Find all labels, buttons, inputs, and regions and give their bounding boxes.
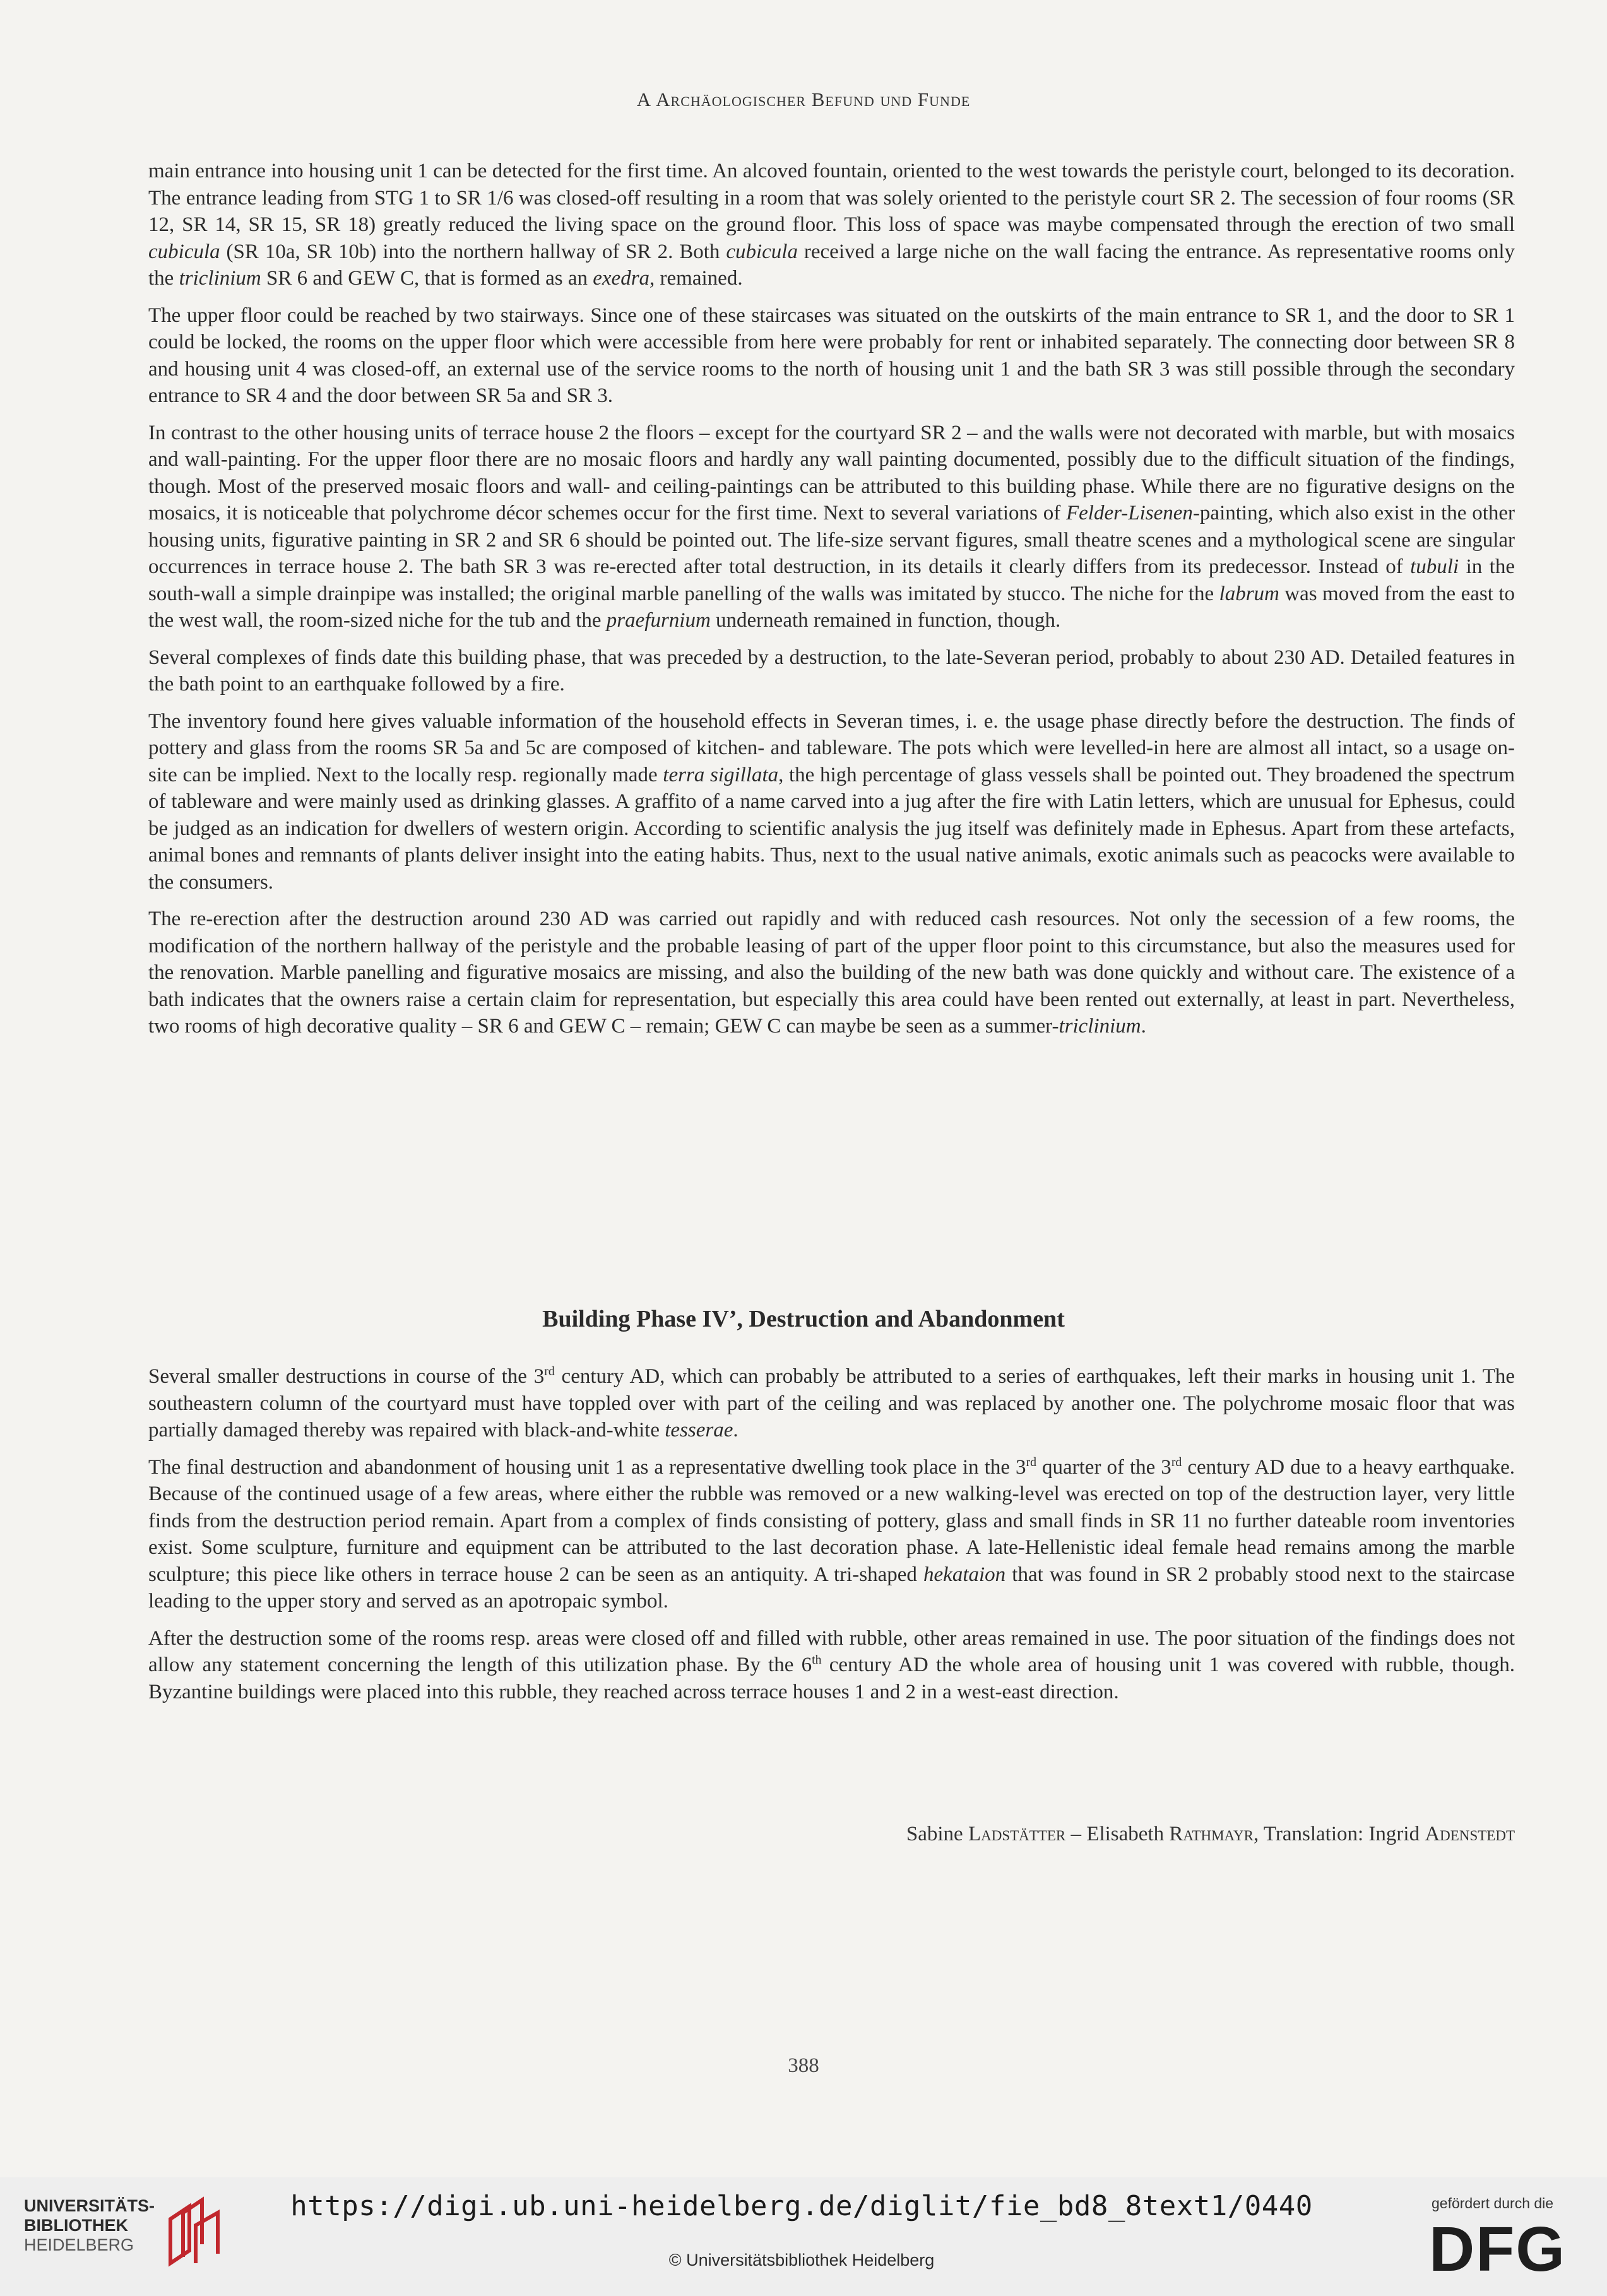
text-run: (SR 10a, SR 10b) into the northern hallway of SR 2. Both [220, 240, 726, 263]
text-run: . [1141, 1015, 1146, 1038]
text-run: The inventory found here gives valuable information of the household effects in Severan times, i. e. the usage phase directly before the destruction. The finds of pottery and glass from the rooms SR 5a and 5c are composed of kitchen- and tableware. The pots which were levelled-in here are almost all intact, so a usage on-site can be implied. Next to the locally resp. regionally made [148, 709, 1515, 786]
body-paragraph [148, 302, 1515, 410]
signature-prefix: Sabine [906, 1823, 968, 1845]
document-url-link[interactable]: https://digi.ub.uni-heidelberg.de/diglit/fie_bd8_8text1/0440 [290, 2190, 1313, 2222]
body-paragraph [148, 1363, 1515, 1444]
section-1-body [148, 158, 1515, 1050]
text-run: -painting, which also exist in the other housing units, figurative painting in SR 2 and SR 6 should be pointed out. The life-size servant figures, small theatre scenes and a mythological scene are singular occurrences in terrace house 2. The bath SR 3 was re-erected after total destruction, in its details it clearly differs from its predecessor. Instead of [148, 502, 1515, 578]
translator-name: Adenstedt [1425, 1823, 1515, 1845]
text-run: that was found in SR 2 probably stood next to the staircase leading to the upper story and served as an apotropaic symbol. [148, 1563, 1515, 1613]
author-signature [906, 1823, 1515, 1846]
text-run: century AD due to a heavy earthquake. Because of the continued usage of a few areas, where either the rubble was removed or a new walking-level was erected on top of the destruction layer, very little finds from the destruction period remain. Apart from a complex of finds consisting of pottery, glass and small finds in SR 11 no further dateable room inventories exist. Some sculpture, furniture and equipment can be attributed to the last decoration phase. A late-Hellenistic ideal female head remains among the marble sculpture; this piece like others in terrace house 2 can be seen as an antiquity. A tri-shaped [148, 1455, 1515, 1586]
library-name-line-2: BIBLIOTHEK [24, 2216, 128, 2235]
text-run: main entrance into housing unit 1 can be detected for the first time. An alcoved fountain, oriented to the west towards the peristyle court, belonged to its decoration. The entrance leading from STG 1 to SR 1/6 was closed-off resulting in a room that was solely oriented to the peristyle court SR 2. The secession of four rooms (SR 12, SR 14, SR 15, SR 18) greatly reduced the living space on the ground floor. This loss of space was maybe compensated through the erection of two small [148, 160, 1515, 236]
italic-term: tesserae [665, 1419, 733, 1441]
library-name-line-3: HEIDELBERG [24, 2235, 134, 2254]
text-run: quarter of the 3 [1036, 1455, 1171, 1479]
running-head [0, 88, 1607, 111]
text-run: Several complexes of finds date this building phase, that was preceded by a destruction, to the late-Severan period, probably to about 230 AD. Detailed features in the bath point to an earthquake followed by a fire. [148, 646, 1515, 695]
text-run: In contrast to the other housing units of terrace house 2 the floors – except for the courtyard SR 2 – and the walls were not decorated with marble, but with mosaics and wall-painting. For the upper floor there are no mosaic floors and hardly any wall painting documented, possibly due to the difficult situation of the findings, though. Most of the preserved mosaic floors and wall- and ceiling-paintings can be attributed to this building phase. While there are no figurative designs on the mosaics, it is noticeable that polychrome décor schemes occur for the first time. Next to several variations of [148, 421, 1515, 524]
text-run: . [733, 1419, 738, 1441]
author-name-2: Rathmayr [1169, 1823, 1254, 1845]
italic-term: tubuli [1410, 555, 1459, 578]
italic-term: triclinium [179, 267, 261, 290]
text-run: , the high percentage of glass vessels shall be pointed out. They broadened the spectrum of tableware and were mainly used as drinking glasses. A graffito of a name carved into a jug after the fire with Latin letters, which are unusual for Ephesus, could be judged as an indication for dwellers of western origin. According to scientific analysis the jug itself was definitely made in Ephesus. Apart from these artefacts, animal bones and remnants of plants deliver insight into the eating habits. Thus, next to the usual native animals, exotic animals such as peacocks were available to the consumers. [148, 763, 1515, 894]
svg-text:DFG: DFG [1429, 2215, 1567, 2278]
dfg-logo-icon [1428, 2215, 1586, 2278]
body-paragraph [148, 420, 1515, 634]
section-2-body [148, 1363, 1515, 1715]
text-run: received a large niche on the wall facing the entrance. As representative rooms only the [148, 240, 1515, 290]
library-name-line-1: UNIVERSITÄTS- [24, 2196, 155, 2215]
text-run: The re-erection after the destruction around 230 AD was carried out rapidly and with reduced cash resources. Not only the secession of a few rooms, the modification of the northern hallway of the peristyle and the probable leasing of part of the upper floor point to this circumstance, but also the measures used for the renovation. Marble panelling and figurative mosaics are missing, and also the building of the new bath was done quickly and without care. The existence of a bath indicates that the owners raise a certain claim for representation, but especially this area could have been rented out externally, at least in part. Nevertheless, two rooms of high decorative quality – SR 6 and GEW C – remain; GEW C can maybe be seen as a summer- [148, 908, 1515, 1038]
italic-term: cubicula [148, 240, 220, 263]
funding-caption: gefördert durch die [1432, 2195, 1554, 2211]
body-paragraph [148, 158, 1515, 292]
copyright-notice: © Universitätsbibliothek Heidelberg [668, 2251, 935, 2269]
body-paragraph [148, 644, 1515, 698]
italic-term: labrum [1219, 582, 1279, 605]
library-logo-icon [164, 2194, 225, 2269]
text-run: The upper floor could be reached by two stairways. Since one of these staircases was situated on the outskirts of the main entrance to SR 1, and the door to SR 1 could be locked, the rooms on the upper floor which were accessible from here were probably for rent or inhabited separately. The connecting door between SR 8 and housing unit 4 was closed-off, an external use of the service rooms to the north of housing unit 1 and the bath SR 3 was still possible through the secondary entrance to SR 4 and the door between SR 5a and SR 3. [148, 304, 1515, 407]
text-run: The final destruction and abandonment of housing unit 1 as a representative dwelling took place in the 3 [148, 1455, 1026, 1479]
ordinal-superscript: rd [544, 1364, 555, 1378]
body-paragraph [148, 906, 1515, 1040]
text-run: century AD the whole area of housing unit 1 was covered with rubble, though. Byzantine buildings were placed into this rubble, they reached across terrace houses 1 and 2 in a west-east direction. [148, 1654, 1515, 1703]
text-run: Several smaller destructions in course of the 3 [148, 1365, 545, 1388]
ordinal-superscript: rd [1026, 1455, 1036, 1469]
ordinal-superscript: rd [1171, 1455, 1182, 1469]
text-run: underneath remained in function, though. [710, 609, 1061, 632]
body-paragraph [148, 1454, 1515, 1615]
italic-term: cubicula [726, 240, 798, 263]
running-head-title: Archäologischer Befund und Funde [656, 88, 971, 110]
text-run: in the south-wall a simple drainpipe was installed; the original marble panelling of the walls was imitated by stucco. The niche for the [148, 555, 1515, 605]
italic-term: terra sigillata [663, 763, 779, 786]
text-run: After the destruction some of the rooms resp. areas were closed off and filled with rubble, other areas remained in use. The poor situation of the findings does not allow any statement concerning the length of this utilization phase. By the 6 [148, 1626, 1515, 1676]
library-logo-text [24, 2196, 155, 2255]
signature-separator: – Elisabeth [1065, 1823, 1170, 1845]
italic-term: praefurnium [606, 609, 711, 632]
body-paragraph [148, 1625, 1515, 1706]
section-heading: Building Phase IV’, Destruction and Abandonment [542, 1306, 1065, 1332]
text-run: century AD, which can probably be attributed to a series of earthquakes, left their marks in housing unit 1. The southeastern column of the courtyard must have toppled over with part of the ceiling and was replaced by another one. The polychrome mosaic floor that was partially damaged thereby was repaired with black-and-white [148, 1365, 1515, 1441]
italic-term: triclinium [1058, 1015, 1141, 1038]
italic-term: exedra [593, 267, 650, 290]
text-run: was moved from the east to the west wall, the room-sized niche for the tub and the [148, 582, 1515, 632]
signature-translation-label: , Translation: Ingrid [1253, 1823, 1425, 1845]
italic-term: Felder-Lisenen [1065, 502, 1193, 524]
ordinal-superscript: th [812, 1653, 822, 1667]
page-number: 388 [788, 2054, 819, 2077]
text-run: SR 6 and GEW C, that is formed as an [261, 267, 593, 290]
italic-term: hekataion [923, 1563, 1006, 1586]
text-run: , remained. [649, 267, 743, 290]
running-head-initial: A [636, 88, 651, 110]
body-paragraph [148, 708, 1515, 896]
author-name-1: Ladstätter [968, 1823, 1066, 1845]
